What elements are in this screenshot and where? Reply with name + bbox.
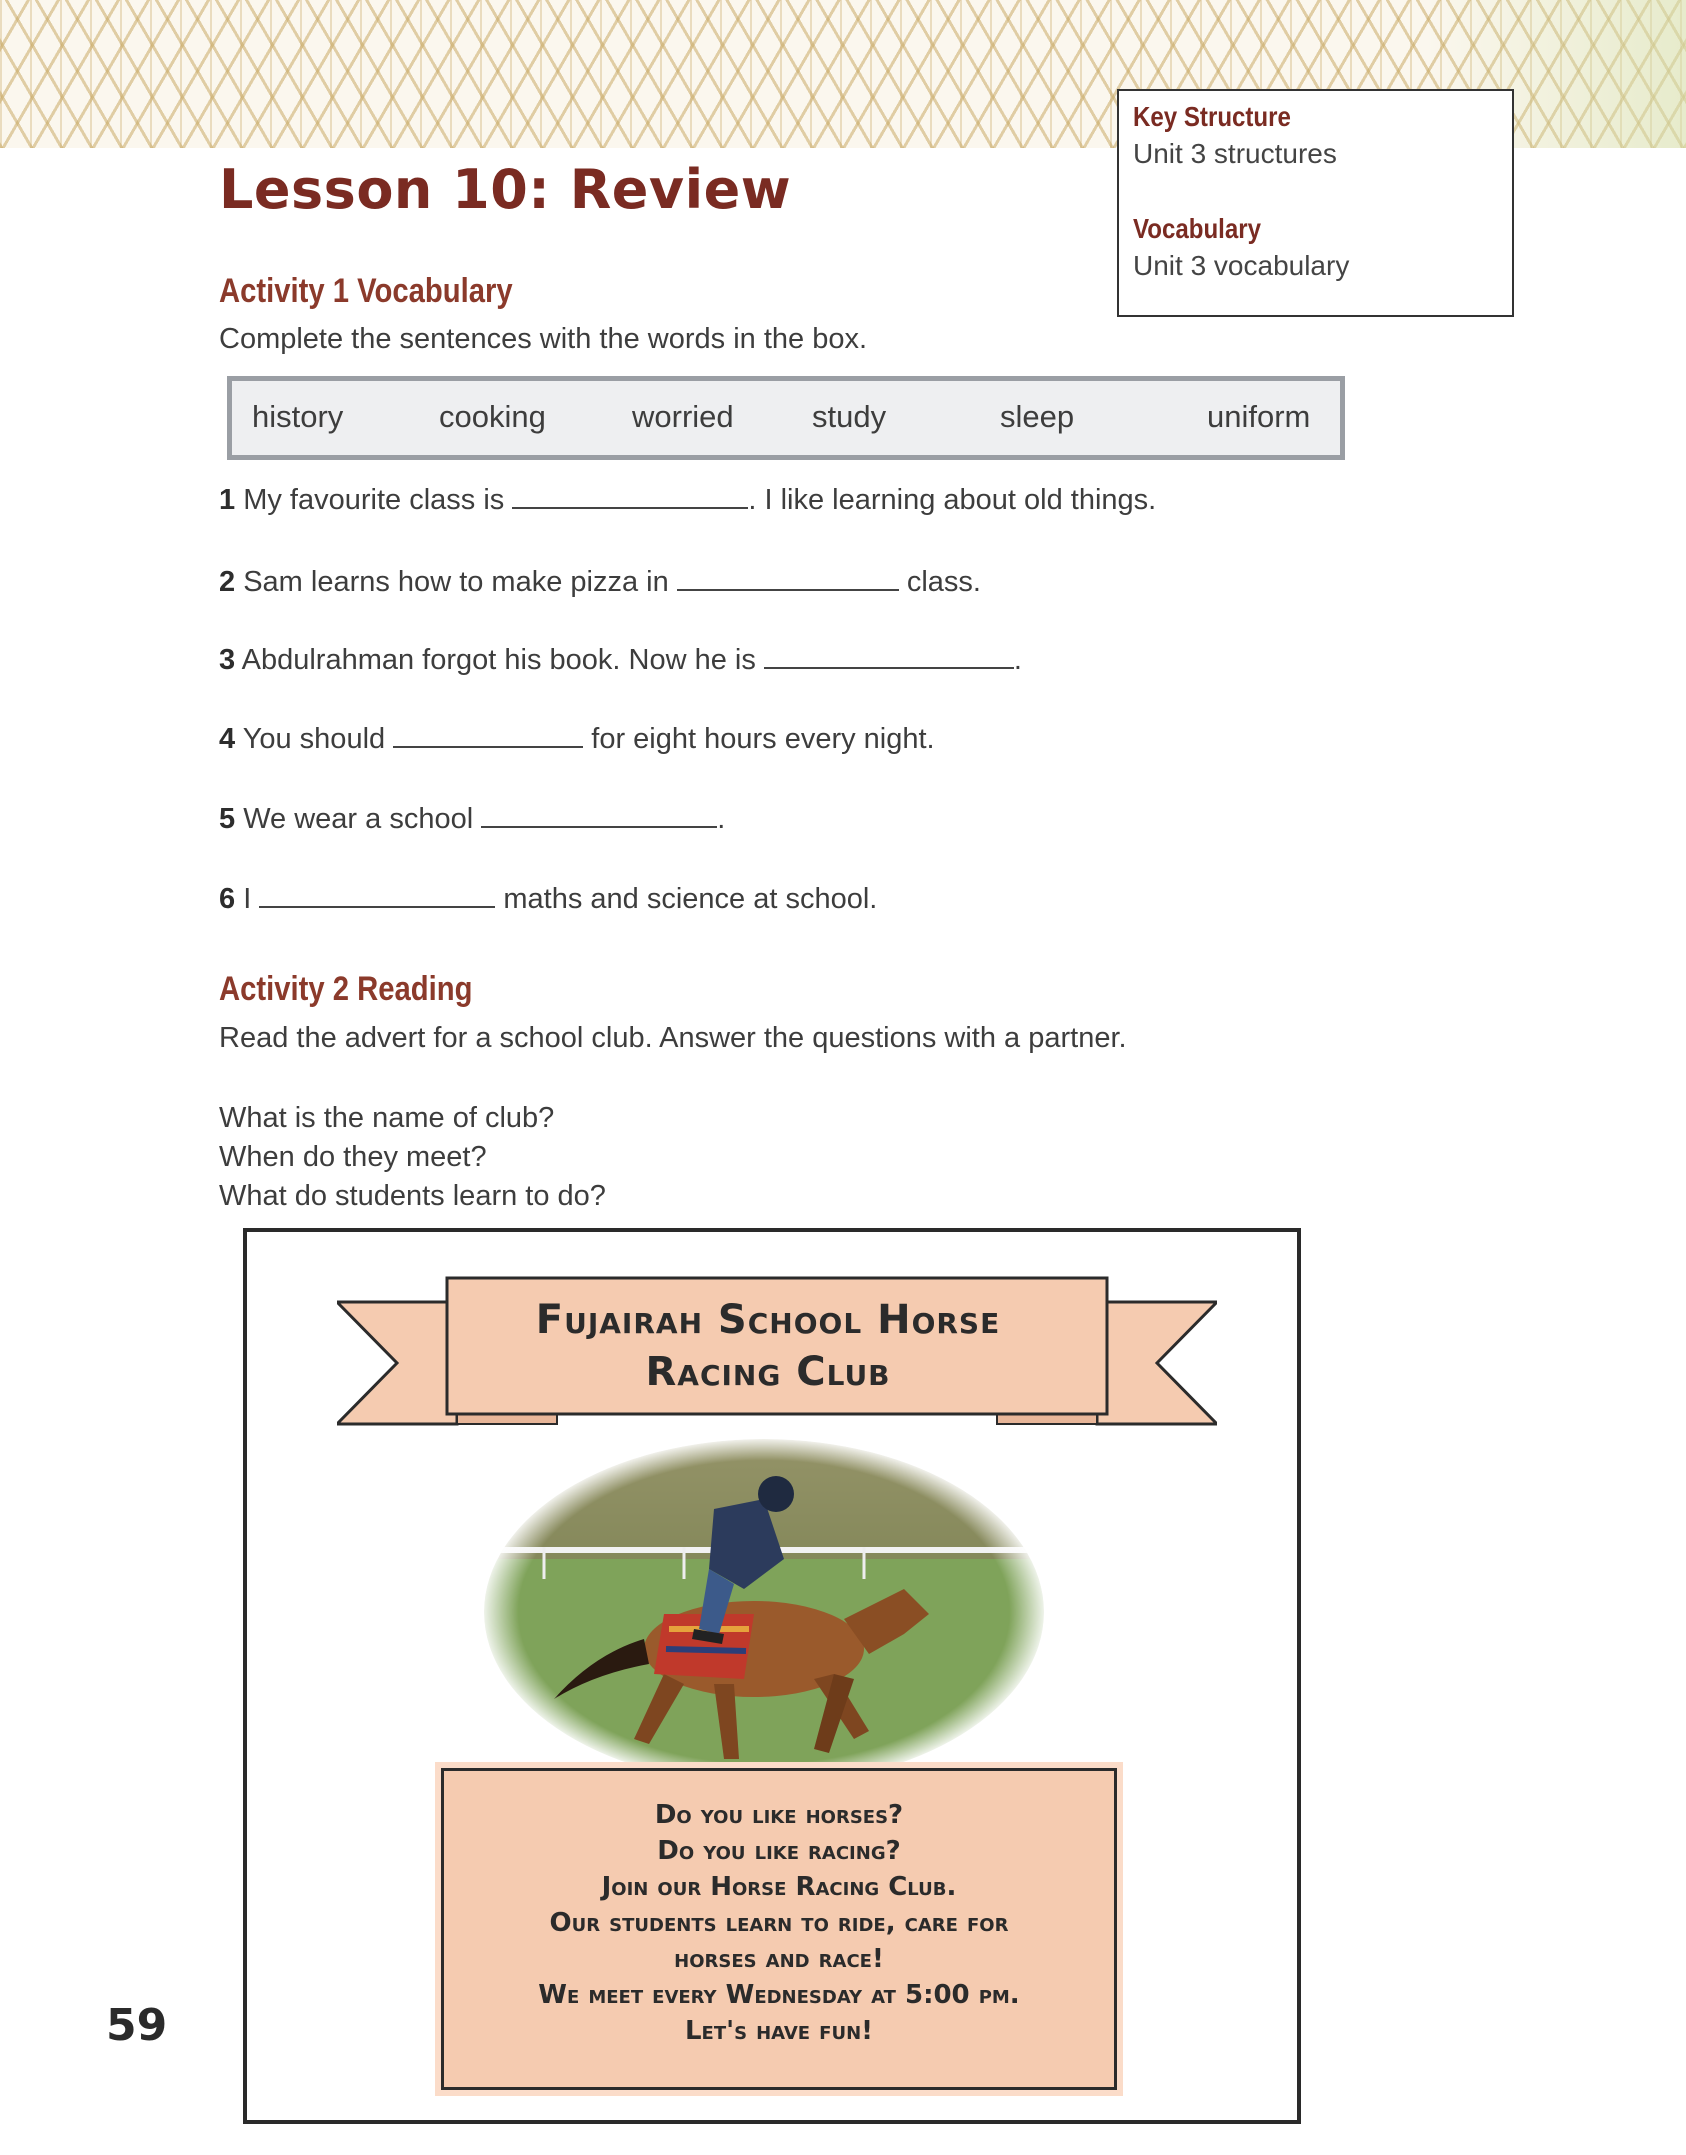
question-3: What do students learn to do? <box>219 1180 606 1212</box>
word-box-item: cooking <box>439 399 546 434</box>
advert-line: Do you like racing? <box>657 1836 901 1866</box>
lesson-title: Lesson 10: Review <box>219 158 792 221</box>
word-box-item: uniform <box>1207 399 1311 434</box>
horse-rider-image <box>484 1439 1044 1785</box>
answer-blank[interactable] <box>259 882 495 908</box>
word-box <box>227 376 1345 460</box>
sentence-4: 4 You should for eight hours every night. <box>219 723 935 755</box>
club-advert <box>243 1228 1301 2124</box>
question-1: What is the name of club? <box>219 1102 555 1134</box>
activity-2-instruction: Read the advert for a school club. Answer the questions with a partner. <box>219 1022 1127 1054</box>
advert-line: horses and race! <box>674 1944 884 1974</box>
activity-1-heading: Activity 1 Vocabulary <box>219 272 513 310</box>
key-structure-heading: Key Structure <box>1133 101 1291 132</box>
advert-line: Let's have fun! <box>684 2016 873 2046</box>
answer-blank[interactable] <box>677 565 899 591</box>
key-structure-box <box>1117 89 1514 317</box>
word-box-item: worried <box>632 399 734 434</box>
sentence-3: 3 Abdulrahman forgot his book. Now he is . <box>219 644 1022 676</box>
answer-blank[interactable] <box>512 483 748 509</box>
advert-title-line-1: Fujairah School Horse <box>535 1297 1001 1343</box>
answer-blank[interactable] <box>481 802 717 828</box>
vocabulary-text: Unit 3 vocabulary <box>1133 250 1350 281</box>
sentence-1: 1 My favourite class is . I like learning about old things. <box>219 484 1157 516</box>
advert-title <box>461 1294 1075 1398</box>
advert-line: Join our Horse Racing Club. <box>601 1872 957 1902</box>
vocabulary-heading: Vocabulary <box>1133 213 1262 244</box>
sentence-2: 2 Sam learns how to make pizza in class. <box>219 566 981 598</box>
activity-1-instruction: Complete the sentences with the words in the box. <box>219 323 868 355</box>
answer-blank[interactable] <box>393 722 583 748</box>
answer-blank[interactable] <box>764 643 1014 669</box>
key-structure-text: Unit 3 structures <box>1133 138 1337 169</box>
sentence-5: 5 We wear a school . <box>219 803 726 835</box>
question-2: When do they meet? <box>219 1141 487 1173</box>
word-box-item: history <box>252 399 344 434</box>
activity-2-heading: Activity 2 Reading <box>219 970 473 1008</box>
advert-line: Do you like horses? <box>654 1800 904 1830</box>
advert-info-box <box>441 1768 1117 2090</box>
word-box-item: sleep <box>1000 399 1075 434</box>
advert-line: Our students learn to ride, care for <box>549 1908 1009 1938</box>
word-box-item: study <box>812 399 887 434</box>
sentence-6: 6 I maths and science at school. <box>219 883 878 915</box>
page-number: 59 <box>106 2000 168 2051</box>
advert-line: We meet every Wednesday at 5:00 pm. <box>538 1980 1020 2010</box>
horse-racing-photo <box>484 1439 1044 1785</box>
advert-title-line-2: Racing Club <box>645 1349 891 1395</box>
